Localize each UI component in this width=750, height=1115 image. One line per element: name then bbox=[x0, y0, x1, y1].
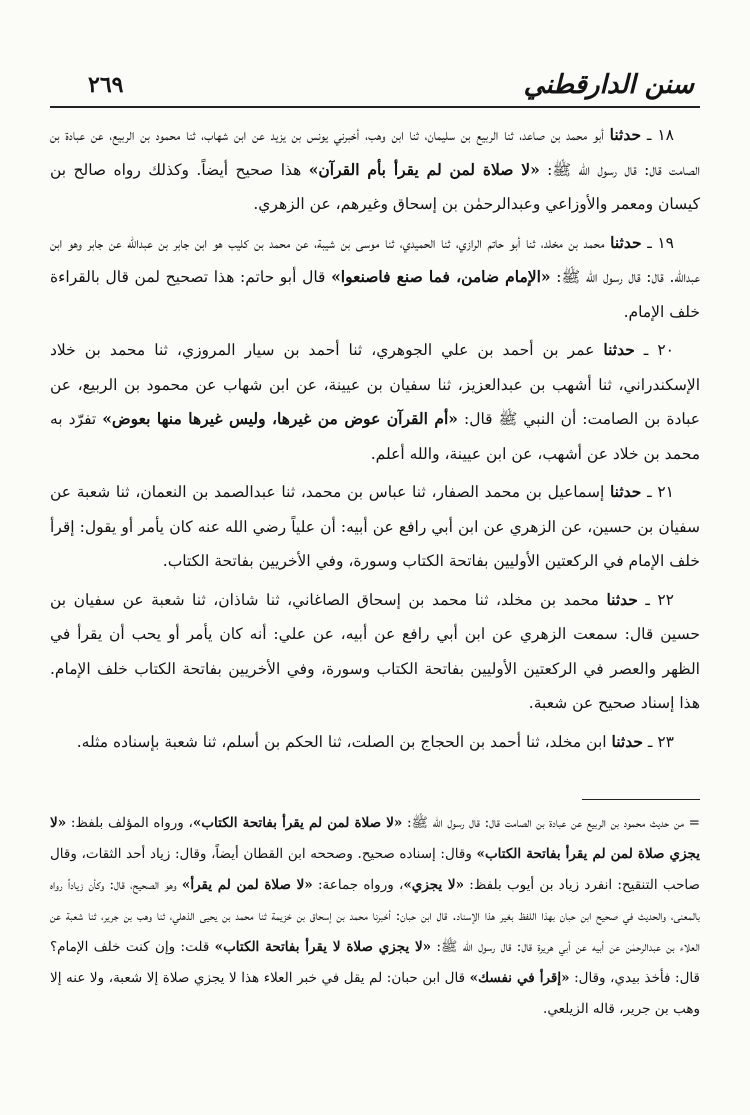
header-rule bbox=[50, 106, 700, 108]
page-number: ٢٦٩ bbox=[88, 72, 124, 98]
hadith-comment: قال أبو حاتم: هذا تصحيح لمن قال بالقراءة خلف الإمام. bbox=[50, 268, 700, 321]
hadith-matn: «لا صلاة لمن لم يقرأ بأم القرآن» bbox=[308, 159, 540, 179]
hadith-18 bbox=[50, 118, 700, 222]
hadith-matn: «الإمام ضامن، فما صنع فاصنعوا» bbox=[331, 267, 551, 286]
hadith-number: ١٨ ـ bbox=[641, 126, 674, 144]
hadith-21 bbox=[50, 475, 700, 579]
hadith-comment: تفرّد به محمد بن خلاد عن أشهب، عن ابن عيينة، والله أعلم. bbox=[50, 410, 700, 463]
footnote-quote: «لا يجزي صلاة لمن لم يقرأ بفاتحة الكتاب» bbox=[50, 815, 701, 862]
footnote-text: وهو الصحيح، قال: وكأن زياداً رواه بالمعنى، والحديث في صحيح ابن حبان بهذا اللفظ بغير هذا الإسناد. قال ابن حبان: أخبرنا محمد بن إسحاق بن خزيمة ثنا محمد بن يحيى الذهلي، ثنا وهب بن جرير، ثنا شعبة عن العلاء بن عبدالرحمٰن عن أبيه عن أبي هريرة قال: قال رسول الله ﷺ: bbox=[50, 877, 701, 955]
hadith-chain: إسماعيل بن محمد الصفار، ثنا عباس بن محمد، ثنا عبدالصمد بن النعمان، ثنا شعبة عن سفيان بن حسين، عن الزهري عن ابن أبي رافع عن أبيه: أن علياً رضي الله عنه كان يأمر أو يقول: إقرأ خلف الإمام في الركعتين الأوليين بفاتحة الكتاب وسورة، وفي الأخريين بفاتحة الكتاب. bbox=[50, 483, 700, 570]
hadith-matn: «أم القرآن عوض من غيرها، وليس غيرها منها بعوض» bbox=[102, 409, 458, 428]
hadith-opening: حدثنا bbox=[610, 232, 642, 252]
hadith-opening: حدثنا bbox=[609, 125, 642, 144]
footnote-quote: «لا يجزي صلاة لا يقرأ بفاتحة الكتاب» bbox=[214, 939, 432, 955]
footnote-continued bbox=[50, 808, 700, 1025]
footnote-text: ، ورواه جماعة: bbox=[312, 877, 404, 893]
hadith-opening: حدثنا bbox=[606, 589, 638, 609]
hadith-opening: حدثنا bbox=[611, 731, 643, 751]
hadith-opening: حدثنا bbox=[609, 482, 642, 501]
footnote-text: ، ورواه المؤلف بلفظ: bbox=[66, 815, 193, 831]
footnote-text: وقال: إسناده صحيح. وصححه ابن القطان أيضاً، وقال: زياد أحد الثقات، وقال صاحب التنقيح: انفرد زياد بن أيوب بلفظ: bbox=[50, 846, 700, 893]
page-header bbox=[50, 64, 700, 108]
hadith-chain: محمد بن مخلد، ثنا محمد بن إسحاق الصاغاني، ثنا شاذان، ثنا شعبة عن سفيان بن حسين قال: سمعت الزهري عن ابن أبي رافع عن أبيه، عن علي: أنه كان يأمر أو يحب أن يقرأ في الظهر والعصر في الركعتين الأوليين بفاتحة الكتاب وسورة، وفي الأخريين بفاتحة الكتاب خلف الإمام. هذا إسناد صحيح عن شعبة. bbox=[50, 590, 700, 712]
footnotes bbox=[50, 808, 700, 1025]
hadith-opening: حدثنا bbox=[603, 340, 635, 359]
footnote-quote: «لا يجزي» bbox=[403, 877, 465, 893]
hadith-chain: أبو محمد بن صاعد، ثنا الربيع بن سليمان، ثنا ابن وهب، أخبرني يونس بن يزيد عن ابن شهاب، ثنا محمود بن الربيع، عن عبادة بن الصامت قال: قال رسول الله ﷺ: bbox=[50, 126, 700, 179]
footnote-quote: «إقرأ في نفسك» bbox=[469, 970, 570, 986]
hadith-number: ٢٠ ـ bbox=[634, 341, 674, 359]
hadith-chain: عمر بن أحمد بن علي الجوهري، ثنا أحمد بن سيار المروزي، ثنا محمد بن خلاد الإسكندراني، ثنا أشهب بن عبدالعزيز، ثنا سفيان بن عيينة، عن ابن شهاب عن محمود بن الربيع، عن عبادة بن الصامت: أن النبي ﷺ قال: bbox=[50, 341, 701, 428]
hadith-23 bbox=[50, 725, 700, 760]
hadith-number: ٢٢ ـ bbox=[637, 590, 674, 609]
main-text bbox=[50, 118, 700, 759]
hadith-comment: هذا صحيح أيضاً. وكذلك رواه صالح بن كيسان ومعمر والأوزاعي وعبدالرحمٰن بن إسحاق وغيرهم، عن الزهري. bbox=[50, 160, 700, 213]
footnote-text: قلت: وإن كنت خلف الإمام؟ قال: فأخذ بيدي، وقال: bbox=[50, 939, 700, 986]
hadith-number: ٢٣ ـ bbox=[642, 732, 674, 751]
hadith-19 bbox=[50, 226, 700, 330]
footnote-text: قال ابن حبان: لم يقل في خبر العلاء هذا لا يجزي صلاة إلا شعبة، ولا عنه إلا وهب بن جرير، قاله الزيلعي. bbox=[50, 970, 700, 1017]
footnote-quote: «لا صلاة لمن لم يقرأ بفاتحة الكتاب» bbox=[192, 815, 403, 831]
hadith-number: ٢١ ـ bbox=[641, 483, 674, 501]
hadith-number: ١٩ ـ bbox=[641, 233, 675, 252]
book-title: سنن الدارقطني bbox=[523, 70, 694, 100]
footnote-separator bbox=[582, 799, 700, 800]
hadith-chain: ابن مخلد، ثنا أحمد بن الحجاج بن الصلت، ثنا الحكم بن أسلم، ثنا شعبة بإسناده مثله. bbox=[76, 732, 612, 751]
footnote-text: = من حديث محمود بن الربيع عن عبادة بن الصامت قال: قال رسول الله ﷺ: bbox=[402, 815, 700, 831]
hadith-20 bbox=[50, 333, 700, 471]
hadith-chain: محمد بن مخلد، ثنا أبو حاتم الرازي، ثنا الحميدي، ثنا موسى بن شيبة، عن محمد بن كليب هو ابن جابر بن عبدالله عن جابر وهو ابن عبدالله. قال: قال رسول الله ﷺ: bbox=[50, 233, 700, 286]
footnote-quote: «لا صلاة لمن لم يقرأ» bbox=[181, 877, 313, 893]
hadith-22 bbox=[50, 583, 700, 721]
